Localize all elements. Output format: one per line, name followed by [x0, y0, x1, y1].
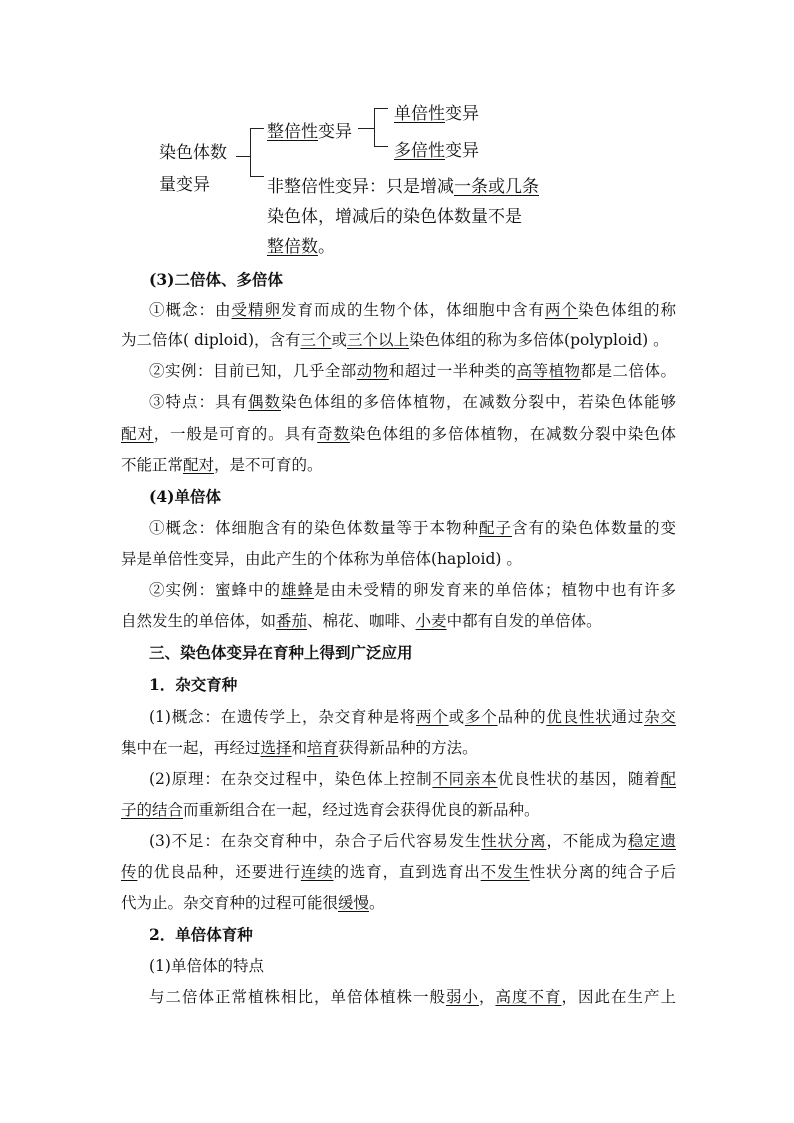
haploid-features-line1: 与二倍体正常植株相比，单倍体植株一般弱小，高度不育，因此在生产上 [149, 988, 676, 1006]
diagram-root-line1: 染色体数 [159, 143, 227, 163]
s4-concept-line2: 异是单倍性变异，由此产生的个体称为单倍体(haploid) 。 [121, 550, 522, 568]
cross-shortcoming-line3: 代为止。杂交育种的过程可能很缓慢。 [121, 894, 385, 912]
sub-bracket-stem [358, 128, 374, 129]
heading-cross-breeding: 1．杂交育种 [149, 675, 238, 694]
section-4-title: (4)单倍体 [149, 487, 221, 506]
s3-example: ②实例：目前已知，几乎全部动物和超过一半种类的高等植物都是二倍体。 [149, 362, 676, 380]
sub-bracket-vertical [374, 108, 375, 146]
haploid-features-title: (1)单倍体的特点 [149, 957, 264, 975]
s3-feature-line2: 配对，一般是可育的。具有奇数染色体组的多倍体植物，在减数分裂中染色体 [121, 425, 676, 443]
section-three-heading: 三、染色体变异在育种上得到广泛应用 [149, 643, 413, 662]
cross-principle-line1: (2)原理：在杂交过程中，染色体上控制不同亲本优良性状的基因，随着配 [149, 770, 676, 788]
s4-example-line1: ②实例：蜜蜂中的雄蜂是由未受精的卵发育来的单倍体；植物中也有许多 [149, 581, 676, 599]
bracket-top [250, 128, 264, 129]
s3-feature-line3: 不能正常配对，是不可育的。 [121, 456, 323, 474]
sub-bracket-bottom [374, 146, 388, 147]
s3-concept-line1: ①概念：由受精卵发育而成的生物个体，体细胞中含有两个染色体组的称 [149, 301, 676, 319]
bracket-bottom [250, 176, 264, 177]
cross-concept-line1: (1)概念：在遗传学上，杂交育种是将两个或多个品种的优良性状通过杂交 [149, 708, 676, 726]
sub-bracket-top [374, 108, 388, 109]
branch-aneuploid-line3: 整倍数。 [267, 237, 335, 257]
cross-concept-line2: 集中在一起，再经过选择和培育获得新品种的方法。 [121, 739, 478, 757]
diagram-root-line2: 量变异 [159, 175, 210, 195]
s3-concept-line2: 为二倍体( diploid)，含有三个或三个以上染色体组的称为多倍体(polyploid) 。 [121, 331, 669, 349]
branch-aneuploid: 非整倍性变异：只是增减一条或几条 [267, 177, 539, 197]
s3-feature-line1: ③特点：具有偶数染色体组的多倍体植物，在减数分裂中，若染色体能够 [149, 393, 676, 411]
bracket-vertical [250, 128, 251, 176]
branch-euploid: 整倍性变异 [267, 122, 352, 142]
heading-haploid-breeding: 2．单倍体育种 [149, 925, 253, 944]
branch-aneuploid-line2: 染色体，增减后的染色体数量不是 [267, 207, 522, 227]
leaf-polyploid: 多倍性变异 [394, 141, 479, 161]
s4-concept-line1: ①概念：体细胞含有的染色体数量等于本物种配子含有的染色体数量的变 [149, 519, 676, 537]
cross-principle-line2: 子的结合而重新组合在一起，经过选育会获得优良的新品种。 [121, 801, 540, 819]
cross-shortcoming-line2: 传的优良品种，还要进行连续的选育，直到选育出不发生性状分离的纯合子后 [121, 863, 676, 881]
cross-shortcoming-line1: (3)不足：在杂交育种中，杂合子后代容易发生性状分离，不能成为稳定遗 [149, 832, 676, 850]
s4-example-line2: 自然发生的单倍体，如番茄、棉花、咖啡、小麦中都有自发的单倍体。 [121, 612, 602, 630]
bracket-stem [236, 156, 250, 157]
leaf-haploid: 单倍性变异 [394, 104, 479, 124]
section-3-title: (3)二倍体、多倍体 [149, 270, 283, 289]
